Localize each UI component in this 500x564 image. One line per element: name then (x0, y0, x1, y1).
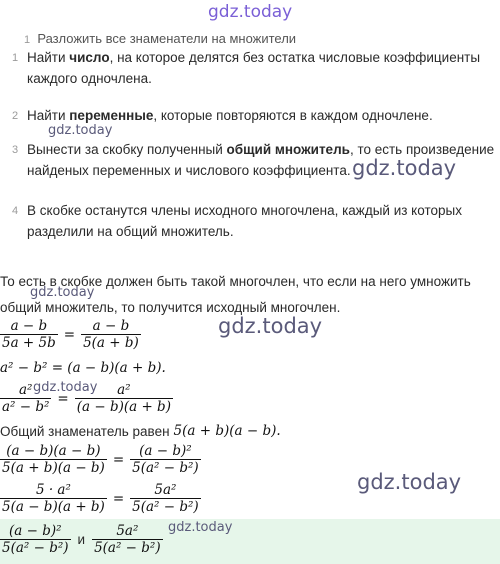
step-4-line2: разделили на общий множитель. (27, 224, 234, 239)
step-3-line2: найденых переменных и числового коэффициента. (27, 163, 351, 178)
watermark: gdz.today (352, 156, 457, 180)
equation-1 (0, 318, 141, 351)
step-1-pre: Найти (27, 50, 70, 65)
denominator: 5(a² − b²) (2, 540, 69, 556)
step-2-bold: переменные (69, 108, 154, 123)
common-denominator-expr: 5(a + b)(a − b). (173, 423, 281, 439)
fraction (0, 443, 107, 476)
denominator: (a − b)(a + b) (76, 399, 171, 415)
numerator: (a − b)(a − b) (0, 443, 107, 460)
watermark: gdz.today (357, 470, 462, 494)
watermark-top: gdz.today (208, 2, 293, 22)
equals-sign: = (112, 451, 125, 468)
step-3-pre: Вынести за скобку полученный (27, 142, 227, 157)
equation-2: a² − b² = (a − b)(a + b). (0, 360, 166, 376)
denominator: a² − b² (2, 399, 50, 415)
fraction (0, 523, 71, 556)
and-word: и (77, 532, 86, 547)
watermark: gdz.today (33, 380, 98, 395)
watermark: gdz.today (48, 123, 113, 138)
numerator: 5a² (130, 482, 201, 499)
numerator: (a − b)² (130, 443, 201, 460)
equation-4 (0, 443, 201, 476)
watermark: gdz.today (218, 314, 323, 338)
step-3-bold: общий множитель (226, 142, 350, 157)
fraction (130, 482, 201, 515)
step-2-post: , которые повторяются в каждом одночлене. (153, 108, 433, 123)
watermark: gdz.today (168, 520, 233, 535)
common-denominator-text: Общий знаменатель равен (0, 423, 170, 439)
denominator: 5(a² − b²) (94, 540, 161, 556)
watermark: gdz.today (30, 285, 95, 300)
step-number-2: 2 (12, 110, 19, 122)
numerator: a² (0, 382, 51, 399)
step-3-post: , то есть произведение (349, 142, 495, 157)
step-number-1: 1 (12, 52, 19, 64)
denominator: 5(a² − b²) (132, 499, 199, 515)
fraction (0, 482, 107, 515)
numerator: 5a² (92, 523, 163, 540)
step-1-bold: число (69, 50, 110, 65)
cut-off-step (24, 26, 324, 46)
denominator: 5(a² − b²) (132, 460, 199, 476)
denominator: 5a + 5b (2, 335, 56, 351)
step-1-post: , на которое делятся без остатка числовые коэффициенты (109, 50, 481, 65)
equals-sign: = (57, 390, 69, 407)
denominator: 5(a − b)(a + b) (2, 499, 105, 515)
explanation-line-1: То есть в скобке должен быть такой многочлен, что если на него умножить (0, 274, 471, 289)
fraction (0, 318, 58, 351)
denominator: 5(a + b)(a − b) (2, 460, 105, 476)
equation-5 (0, 482, 201, 515)
step-text: Разложить все знаменатели на множители (37, 31, 297, 46)
fraction (130, 443, 201, 476)
fraction (81, 318, 141, 351)
numerator: (a − b)² (0, 523, 71, 540)
equals-sign: = (112, 490, 125, 507)
answer (0, 523, 163, 556)
denominator: 5(a + b) (83, 335, 139, 351)
fraction (92, 523, 163, 556)
step-4 (27, 200, 497, 242)
step-number: 1 (24, 34, 31, 46)
step-1 (27, 47, 497, 89)
numerator: a² (75, 382, 173, 399)
numerator: a − b (0, 318, 58, 335)
step-number-3: 3 (12, 144, 19, 156)
step-2-pre: Найти (27, 108, 70, 123)
step-4-line1: В скобке останутся члены исходного многочлена, каждый из которых (27, 203, 462, 218)
explanation-line-2: общий множитель, то получится исходный многочлен. (0, 300, 341, 315)
equals-sign: = (63, 326, 76, 343)
step-1-line2: каждого одночлена. (27, 71, 152, 86)
common-denominator-line (0, 423, 281, 439)
step-number-4: 4 (12, 205, 19, 217)
numerator: 5 · a² (0, 482, 107, 499)
numerator: a − b (81, 318, 141, 335)
